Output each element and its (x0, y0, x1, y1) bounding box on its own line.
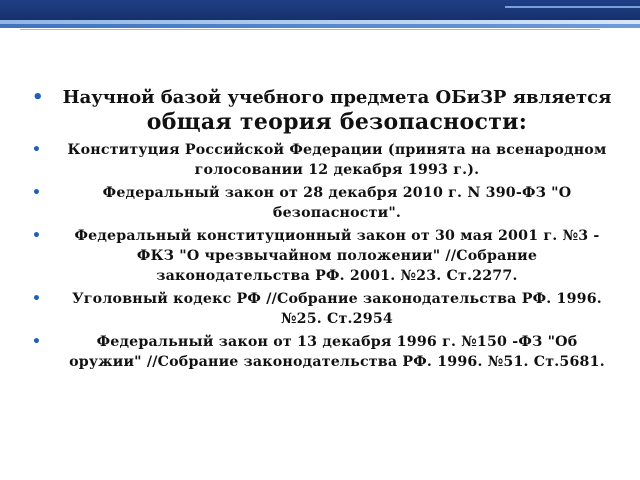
list-item-text: Федеральный закон от 28 декабря 2010 г. N 390-ФЗ "О безопасности". (102, 185, 572, 221)
list-item-constitution (24, 140, 616, 180)
list-item-text: Федеральный конституционный закон от 30 мая 2001 г. №3 - ФКЗ "О чрезвычайном положении" //Собрание законодательства РФ. 2001. №23. Ст.2277. (74, 228, 600, 284)
bullet-icon: • (32, 334, 42, 350)
header-dark-stripe (0, 0, 640, 20)
bullet-icon: • (32, 142, 42, 158)
list-item-weapons-law (24, 332, 616, 372)
header-accent-stripe (0, 24, 640, 28)
list-item-emergency-law (24, 226, 616, 286)
bullet-icon: • (32, 228, 42, 244)
list-item-text: Уголовный кодекс РФ //Собрание законодательства РФ. 1996. №25. Ст.2954 (72, 291, 602, 327)
list-item-criminal-code (24, 289, 616, 329)
header-band (0, 0, 640, 30)
list-item-text: Федеральный закон от 13 декабря 1996 г. №150 -ФЗ "Об оружии" //Собрание законодательства РФ. 1996. №51. Ст.5681. (69, 334, 605, 370)
header-thin-line (505, 6, 640, 8)
lead-emphasis: общая теория безопасности: (146, 109, 528, 135)
header-underline (20, 29, 600, 30)
bullet-icon: • (32, 87, 44, 108)
bullet-list (24, 86, 616, 372)
lead-text: Научной базой учебного предмета ОБиЗР является (62, 87, 612, 108)
bullet-icon: • (32, 185, 42, 201)
bullet-icon: • (32, 291, 42, 307)
slide-content (24, 86, 616, 375)
list-item-text: Конституция Российской Федерации (принята на всенародном голосовании 12 декабря 1993 г.). (67, 142, 607, 178)
list-item-security-law (24, 183, 616, 223)
lead-item (24, 86, 616, 136)
